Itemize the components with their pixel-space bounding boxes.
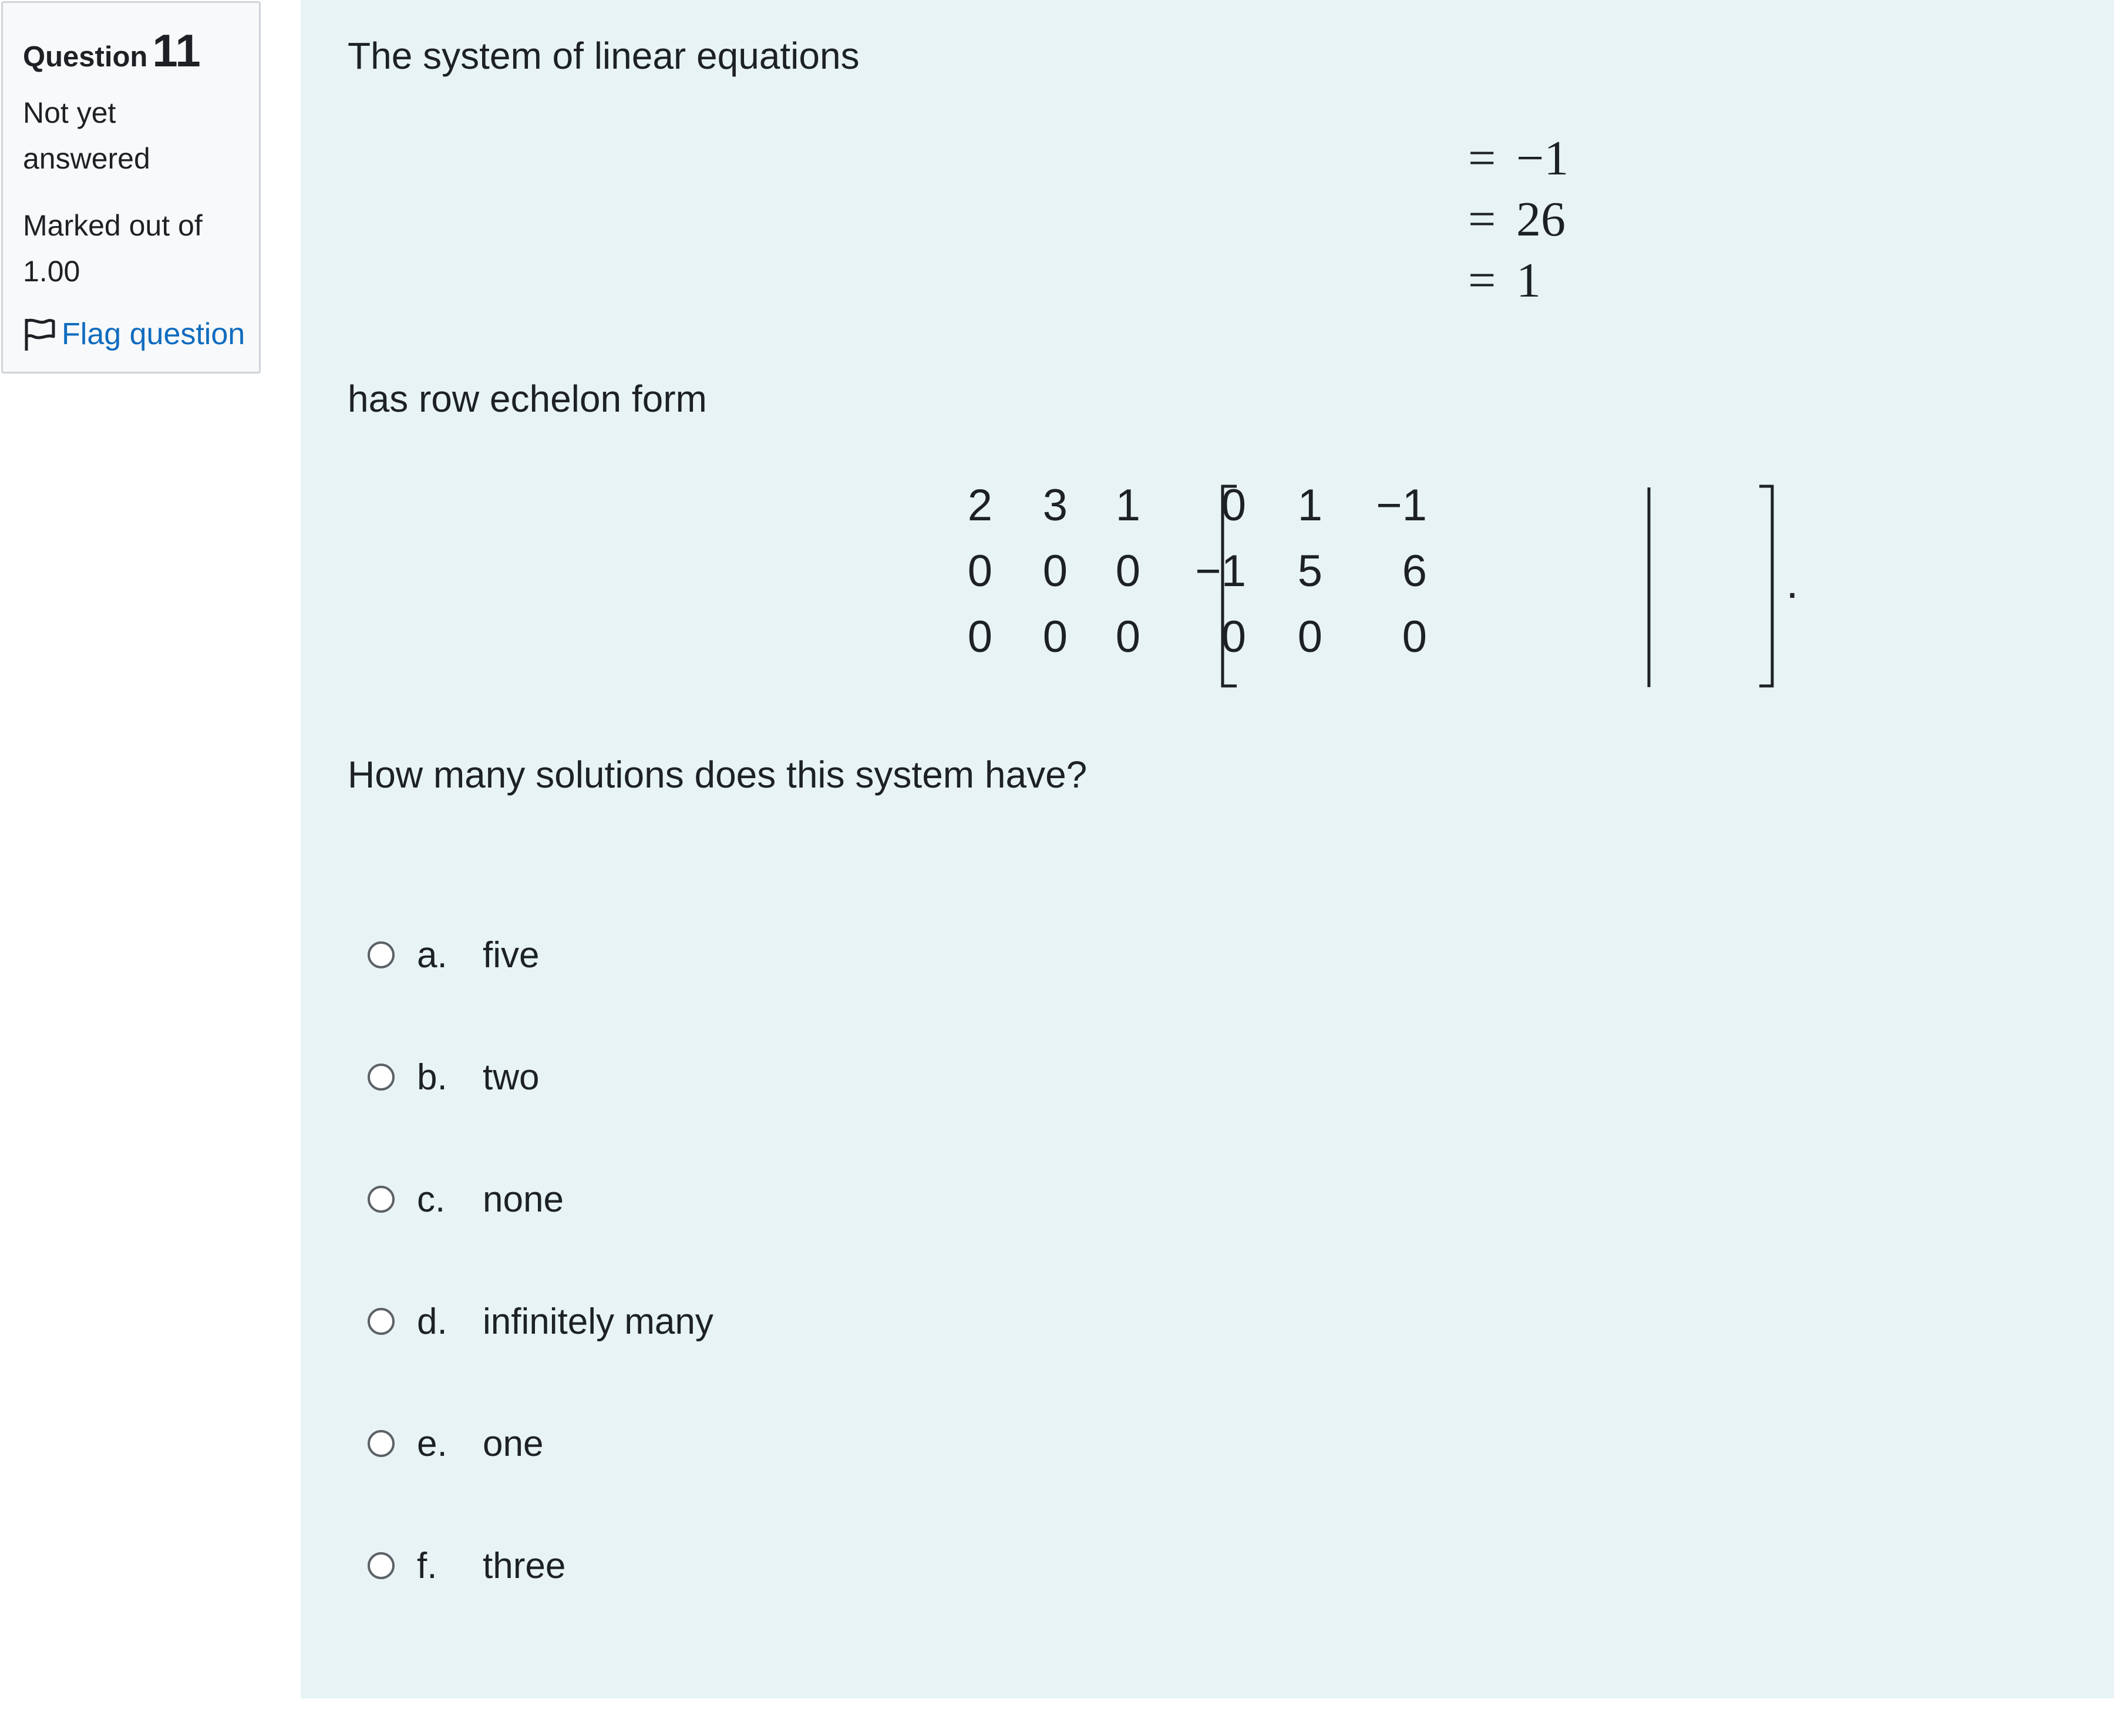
question-label: Question <box>23 41 148 73</box>
grade-line-2: 1.00 <box>23 255 80 288</box>
answer-option[interactable] <box>368 926 539 984</box>
equation-rhs: −1 <box>1516 131 1569 186</box>
radio-button[interactable] <box>368 1308 395 1335</box>
row-echelon-matrix <box>301 470 1799 705</box>
question-grade <box>23 203 203 294</box>
answer-option[interactable] <box>368 1292 713 1351</box>
matrix-entry: 3 <box>1042 480 1068 530</box>
flag-icon <box>23 317 57 352</box>
option-text: none <box>483 1179 564 1220</box>
radio-button[interactable] <box>368 1430 395 1457</box>
option-letter: b. <box>417 1057 447 1098</box>
question-heading <box>23 24 201 78</box>
option-letter: e. <box>417 1423 447 1464</box>
radio-button[interactable] <box>368 1552 395 1579</box>
matrix-entry: 0 <box>1115 612 1140 662</box>
augmented-entry: 0 <box>1402 612 1427 662</box>
grade-line-1: Marked out of <box>23 209 203 242</box>
equation-sign: = <box>1468 131 1496 186</box>
matrix-entry: 0 <box>1042 546 1068 596</box>
matrix-entry: 0 <box>967 612 992 662</box>
matrix-entry: 1 <box>1115 480 1140 530</box>
option-text: three <box>483 1545 566 1586</box>
matrix-entry: 0 <box>1297 612 1322 662</box>
radio-button[interactable] <box>368 1064 395 1091</box>
augmented-entry: −1 <box>1376 480 1427 530</box>
matrix-entry: 0 <box>967 546 992 596</box>
state-line-2: answered <box>23 142 150 175</box>
question-prompt: How many solutions does this system have? <box>348 753 1088 796</box>
right-bracket <box>1759 486 1772 686</box>
answer-option[interactable] <box>368 1170 564 1229</box>
matrix-entry: 5 <box>1297 546 1322 596</box>
question-number: 11 <box>152 25 201 76</box>
echelon-text: has row echelon form <box>348 378 707 420</box>
matrix-entry: −1 <box>1195 546 1246 596</box>
option-text: two <box>483 1057 540 1098</box>
state-line-1: Not yet <box>23 96 116 129</box>
option-letter: d. <box>417 1301 447 1342</box>
radio-button[interactable] <box>368 1186 395 1213</box>
equation-sign: = <box>1468 192 1496 247</box>
option-letter: f. <box>417 1545 437 1586</box>
answer-option[interactable] <box>368 1414 543 1473</box>
equation-rhs: 1 <box>1516 253 1541 308</box>
equation-sign: = <box>1468 253 1496 308</box>
option-letter: a. <box>417 934 447 975</box>
matrix-entry: 1 <box>1297 480 1322 530</box>
augmented-entry: 6 <box>1402 546 1427 596</box>
matrix-period: . <box>1786 558 1799 608</box>
equation-system <box>301 128 1593 328</box>
flag-question-label[interactable]: Flag question <box>62 317 245 351</box>
question-info-panel <box>1 1 261 374</box>
radio-button[interactable] <box>368 941 395 968</box>
question-state <box>23 90 150 181</box>
matrix-entry: 0 <box>1221 480 1246 530</box>
matrix-entry: 0 <box>1115 546 1140 596</box>
option-letter: c. <box>417 1179 446 1220</box>
question-content <box>301 0 2114 1698</box>
matrix-entry: 0 <box>1221 612 1246 662</box>
question-intro: The system of linear equations <box>348 35 860 77</box>
matrix-entry: 0 <box>1042 612 1068 662</box>
option-text: five <box>483 934 540 975</box>
option-text: infinitely many <box>483 1301 713 1342</box>
option-text: one <box>483 1423 544 1464</box>
answer-option[interactable] <box>368 1536 565 1595</box>
matrix-entry: 2 <box>967 480 992 530</box>
equation-rhs: 26 <box>1516 192 1566 247</box>
answer-option[interactable] <box>368 1048 539 1106</box>
flag-question-link[interactable] <box>23 317 245 352</box>
